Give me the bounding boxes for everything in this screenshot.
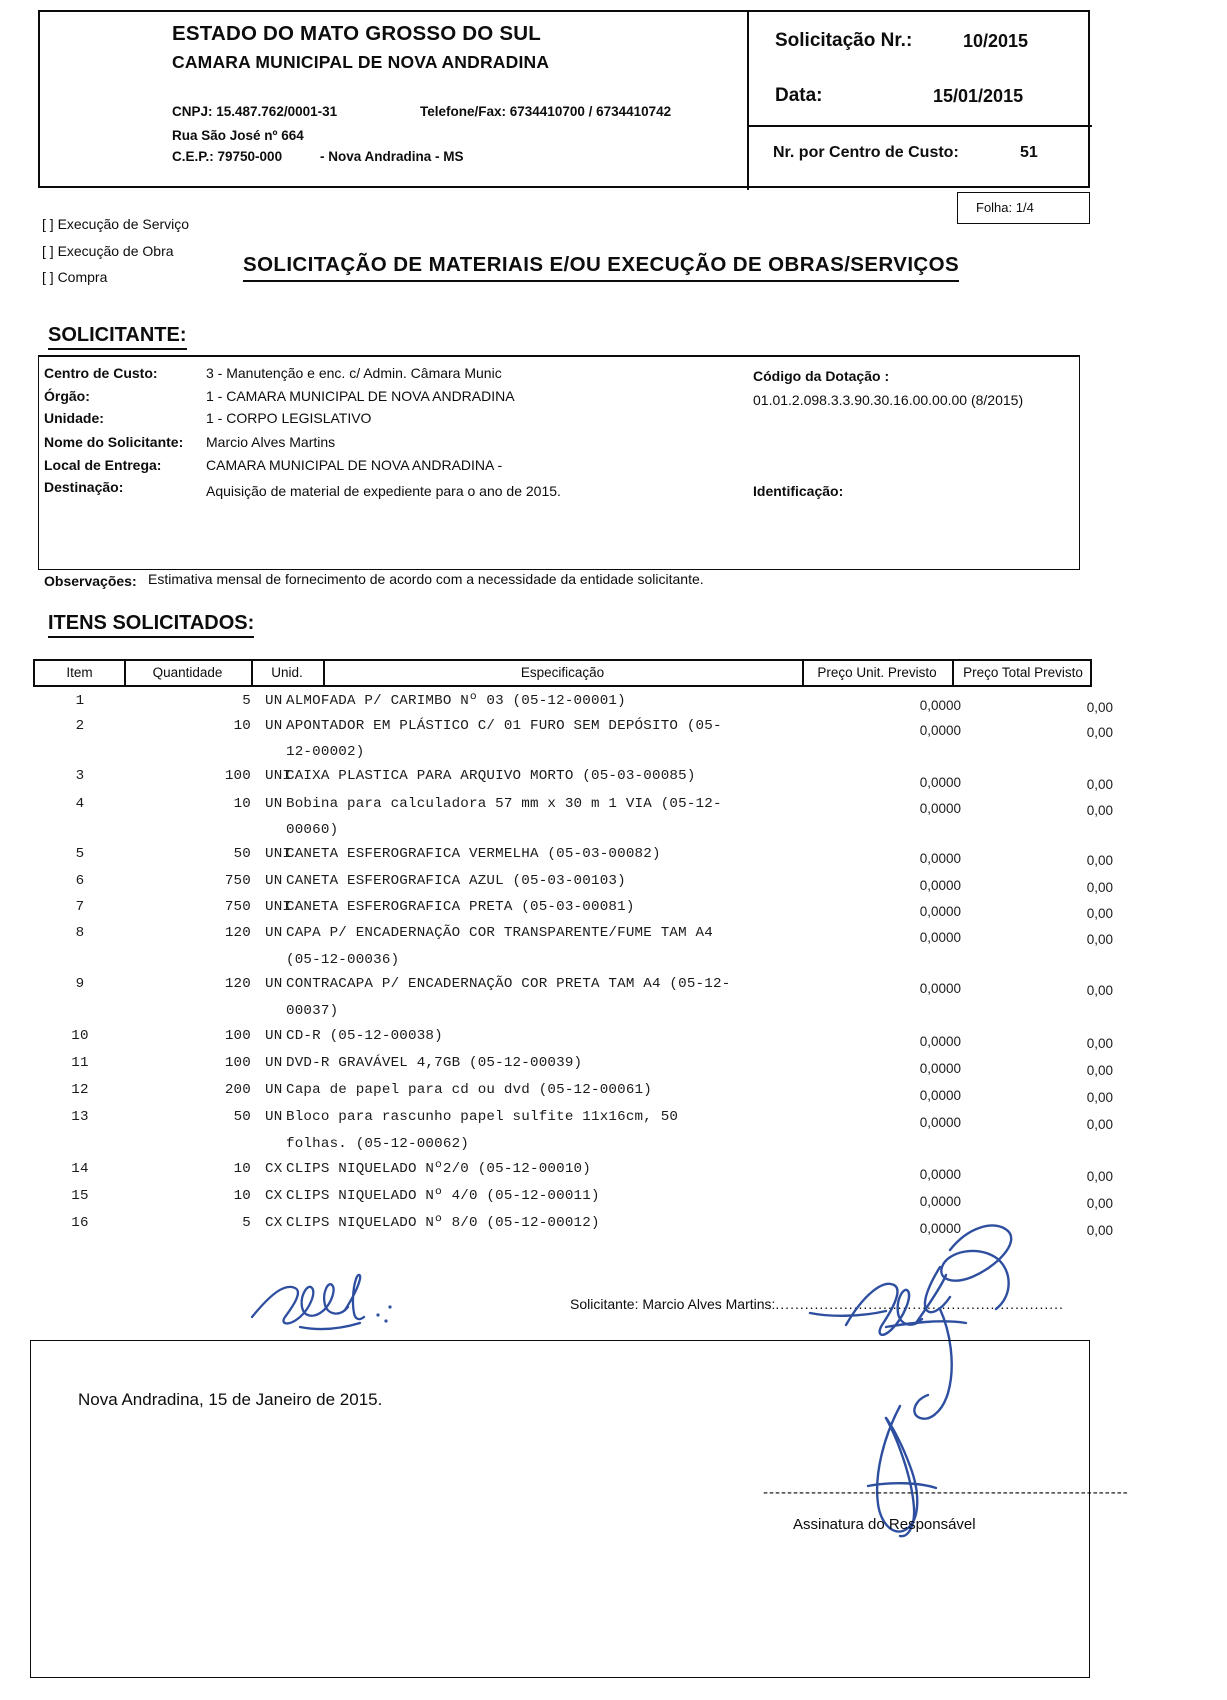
requester-name-label: Nome do Solicitante: (44, 434, 184, 450)
cell-unit-price: 0,0000 (919, 904, 961, 919)
solicitante-box (38, 355, 1080, 570)
responsible-signature-dashes: ------------------------------------------------------------- (763, 1484, 1129, 1501)
request-number-value: 10/2015 (963, 31, 1029, 51)
header-right-divider (747, 125, 1092, 127)
cell-item: 1 (75, 693, 85, 709)
state-name: ESTADO DO MATO GROSSO DO SUL (172, 22, 541, 45)
request-number-label: Solicitação Nr.: (775, 30, 913, 51)
table-row[interactable] (33, 718, 1113, 768)
cell-unit: CX (265, 1188, 283, 1204)
cell-specification: CAPA P/ ENCADERNAÇÃO COR TRANSPARENTE/FUME TAM A4 (286, 925, 713, 941)
table-row[interactable] (33, 1161, 1113, 1188)
cell-total-price: 0,00 (1086, 1090, 1113, 1105)
cost-center-number-value: 51 (1020, 144, 1038, 161)
table-row[interactable] (33, 846, 1113, 873)
checkbox-box: [ ] (42, 216, 54, 232)
cell-quantity: 5 (242, 1215, 251, 1231)
cell-specification: CD-R (05-12-00038) (286, 1028, 443, 1044)
table-row[interactable] (33, 873, 1113, 899)
column-header-specification: Especificação (520, 665, 605, 680)
cell-total-price: 0,00 (1086, 725, 1113, 740)
requester-name-value: Marcio Alves Martins (206, 434, 336, 450)
cell-unit: CX (265, 1161, 283, 1177)
cell-specification: CLIPS NIQUELADO Nº 8/0 (05-12-00012) (286, 1215, 600, 1231)
items-table-body (33, 693, 1113, 1242)
cell-quantity: 10 (233, 718, 251, 734)
cell-quantity: 50 (233, 846, 251, 862)
cell-item: 13 (71, 1109, 89, 1125)
cost-center-value: 3 - Manutenção e enc. c/ Admin. Câmara Munic (206, 365, 502, 381)
cell-specification-continued: 00060) (286, 822, 339, 838)
document-title: SOLICITAÇÃO DE MATERIAIS E/OU EXECUÇÃO DE OBRAS/SERVIÇOS (243, 253, 959, 282)
table-row[interactable] (33, 1109, 1113, 1161)
cell-quantity: 10 (233, 796, 251, 812)
checkbox-compra[interactable] (42, 269, 107, 285)
cell-unit: UN (265, 925, 283, 941)
cell-specification: Bloco para rascunho papel sulfite 11x16cm, 50 (286, 1109, 679, 1125)
footer-date: Nova Andradina, 15 de Janeiro de 2015. (78, 1390, 383, 1409)
delivery-place-label: Local de Entrega: (44, 457, 162, 473)
cell-total-price: 0,00 (1086, 932, 1113, 947)
checkbox-label: Compra (57, 269, 108, 285)
cell-unit-price: 0,0000 (919, 851, 961, 866)
cell-specification: CANETA ESFEROGRAFICA VERMELHA (05-03-00082) (286, 846, 661, 862)
checkbox-label: Execução de Obra (57, 243, 174, 259)
cell-quantity: 750 (224, 873, 251, 889)
cell-unit-price: 0,0000 (919, 698, 961, 713)
signature-ink-left (240, 1255, 440, 1350)
cell-total-price: 0,00 (1086, 1223, 1113, 1238)
cell-total-price: 0,00 (1086, 906, 1113, 921)
destination-value: Aquisição de material de expediente para o ano de 2015. (206, 483, 561, 499)
cell-total-price: 0,00 (1086, 853, 1113, 868)
checkbox-execucao-obra[interactable] (42, 243, 174, 259)
unit-label: Unidade: (44, 410, 104, 426)
cell-unit-price: 0,0000 (919, 723, 961, 738)
cell-unit: UN (265, 1055, 283, 1071)
column-header-total-price: Preço Total Previsto (963, 665, 1083, 680)
cell-specification: Capa de papel para cd ou dvd (05-12-00061) (286, 1082, 652, 1098)
cell-quantity: 120 (224, 976, 251, 992)
cell-quantity: 750 (224, 899, 251, 915)
cell-specification: CANETA ESFEROGRAFICA AZUL (05-03-00103) (286, 873, 626, 889)
cell-item: 5 (75, 846, 85, 862)
table-row[interactable] (33, 1082, 1113, 1109)
entity-name: CAMARA MUNICIPAL DE NOVA ANDRADINA (172, 52, 550, 72)
cell-unit: UNI (265, 768, 292, 784)
street-text: Rua São José nº 664 (172, 128, 304, 143)
cell-unit-price: 0,0000 (919, 1221, 961, 1236)
cell-total-price: 0,00 (1086, 1063, 1113, 1078)
items-table-header (33, 659, 1092, 687)
responsible-signature-label: Assinatura do Responsável (793, 1516, 976, 1533)
organ-label: Órgão: (44, 388, 90, 404)
cell-specification: DVD-R GRAVÁVEL 4,7GB (05-12-00039) (286, 1055, 583, 1071)
cost-center-label: Centro de Custo: (44, 365, 158, 381)
column-header-item: Item (66, 665, 93, 680)
cell-quantity: 200 (224, 1082, 251, 1098)
cell-unit-price: 0,0000 (919, 1061, 961, 1076)
cep-text: C.E.P.: 79750-000 (172, 149, 283, 164)
cell-unit: UN (265, 1109, 283, 1125)
table-row[interactable] (33, 693, 1113, 718)
cell-item: 9 (75, 976, 85, 992)
solicitante-section-title: SOLICITANTE: (48, 324, 187, 350)
cell-specification-continued: (05-12-00036) (286, 952, 400, 968)
cell-specification-continued: 00037) (286, 1003, 339, 1019)
dotacao-value: 01.01.2.098.3.3.90.30.16.00.00.00 (8/2015) (753, 392, 1024, 408)
cell-unit-price: 0,0000 (919, 801, 961, 816)
cell-total-price: 0,00 (1086, 1196, 1113, 1211)
cell-unit: CX (265, 1215, 283, 1231)
column-header-unit-price: Preço Unit. Previsto (817, 665, 937, 680)
cell-specification: ALMOFADA P/ CARIMBO Nº 03 (05-12-00001) (286, 693, 626, 709)
cell-total-price: 0,00 (1086, 1117, 1113, 1132)
date-label: Data: (775, 85, 823, 106)
cell-item: 4 (75, 796, 85, 812)
cell-item: 7 (75, 899, 85, 915)
cell-specification-continued: 12-00002) (286, 744, 365, 760)
cell-item: 6 (75, 873, 85, 889)
table-row[interactable] (33, 899, 1113, 925)
table-row[interactable] (33, 796, 1113, 846)
cell-unit-price: 0,0000 (919, 1167, 961, 1182)
cell-unit-price: 0,0000 (919, 878, 961, 893)
cell-specification: APONTADOR EM PLÁSTICO C/ 01 FURO SEM DEPÓSITO (05- (286, 718, 722, 734)
items-section-title: ITENS SOLICITADOS: (48, 612, 254, 638)
cell-quantity: 50 (233, 1109, 251, 1125)
cell-item: 2 (75, 718, 85, 734)
cell-unit: UNI (265, 846, 292, 862)
cell-specification: CLIPS NIQUELADO Nº2/0 (05-12-00010) (286, 1161, 591, 1177)
cell-unit: UN (265, 873, 283, 889)
cell-item: 14 (71, 1161, 89, 1177)
cell-unit-price: 0,0000 (919, 1034, 961, 1049)
cell-item: 11 (71, 1055, 89, 1071)
cell-item: 16 (71, 1215, 89, 1231)
cell-unit-price: 0,0000 (919, 981, 961, 996)
cell-unit-price: 0,0000 (919, 1088, 961, 1103)
page-number-box (957, 192, 1090, 224)
cell-total-price: 0,00 (1086, 1036, 1113, 1051)
table-row[interactable] (33, 976, 1113, 1028)
cell-unit: UNI (265, 899, 292, 915)
cnpj-text: CNPJ: 15.487.762/0001-31 (172, 104, 338, 119)
table-row[interactable] (33, 1215, 1113, 1242)
header-vertical-divider (747, 12, 749, 190)
cell-item: 10 (71, 1028, 89, 1044)
cell-total-price: 0,00 (1086, 777, 1113, 792)
cell-specification: CAIXA PLASTICA PARA ARQUIVO MORTO (05-03-00085) (286, 768, 696, 784)
cell-quantity: 10 (233, 1188, 251, 1204)
cell-unit: UN (265, 693, 283, 709)
cell-unit: UN (265, 976, 283, 992)
city-text: - Nova Andradina - MS (320, 149, 464, 164)
table-row[interactable] (33, 1055, 1113, 1082)
cell-quantity: 10 (233, 1161, 251, 1177)
page-number-text: Folha: 1/4 (976, 200, 1034, 215)
cell-total-price: 0,00 (1086, 803, 1113, 818)
phone-text: Telefone/Fax: 6734410700 / 6734410742 (420, 104, 672, 119)
dotacao-label: Código da Dotação : (753, 368, 890, 384)
checkbox-box: [ ] (42, 269, 54, 285)
cell-unit: UN (265, 796, 283, 812)
cell-total-price: 0,00 (1086, 880, 1113, 895)
cell-specification: CANETA ESFEROGRAFICA PRETA (05-03-00081) (286, 899, 635, 915)
delivery-place-value: CAMARA MUNICIPAL DE NOVA ANDRADINA - (206, 457, 503, 473)
destination-label: Destinação: (44, 479, 124, 495)
checkbox-execucao-servico[interactable] (42, 216, 189, 232)
cell-unit-price: 0,0000 (919, 775, 961, 790)
cell-total-price: 0,00 (1086, 983, 1113, 998)
checkbox-box: [ ] (42, 243, 54, 259)
cell-unit: UN (265, 1028, 283, 1044)
observations-value: Estimativa mensal de fornecimento de acordo com a necessidade da entidade solicitante. (148, 571, 704, 587)
cell-specification: Bobina para calculadora 57 mm x 30 m 1 VIA (05-12- (286, 796, 722, 812)
cell-unit: UN (265, 718, 283, 734)
cell-specification: CONTRACAPA P/ ENCADERNAÇÃO COR PRETA TAM A4 (05-12- (286, 976, 731, 992)
cell-item: 8 (75, 925, 85, 941)
cell-item: 12 (71, 1082, 89, 1098)
table-row[interactable] (33, 768, 1113, 796)
cell-unit-price: 0,0000 (919, 930, 961, 945)
cell-unit: UN (265, 1082, 283, 1098)
cell-total-price: 0,00 (1086, 1169, 1113, 1184)
cell-quantity: 5 (242, 693, 251, 709)
column-header-unit: Unid. (271, 665, 303, 680)
cell-unit-price: 0,0000 (919, 1115, 961, 1130)
organ-value: 1 - CAMARA MUNICIPAL DE NOVA ANDRADINA (206, 388, 515, 404)
column-header-quantity: Quantidade (152, 665, 223, 680)
requester-signature-line (570, 1296, 1064, 1312)
observations-label: Observações: (44, 573, 137, 589)
cell-quantity: 120 (224, 925, 251, 941)
table-row[interactable] (33, 1028, 1113, 1055)
requester-signature-label: Solicitante: Marcio Alves Martins: (570, 1296, 776, 1312)
cell-quantity: 100 (224, 1028, 251, 1044)
table-row[interactable] (33, 925, 1113, 976)
cost-center-number-label: Nr. por Centro de Custo: (773, 144, 959, 161)
cell-quantity: 100 (224, 1055, 251, 1071)
cell-item: 3 (75, 768, 85, 784)
cell-item: 15 (71, 1188, 89, 1204)
date-value: 15/01/2015 (933, 86, 1024, 106)
cell-specification: CLIPS NIQUELADO Nº 4/0 (05-12-00011) (286, 1188, 600, 1204)
cell-quantity: 100 (224, 768, 251, 784)
unit-value: 1 - CORPO LEGISLATIVO (206, 410, 372, 426)
cell-specification-continued: folhas. (05-12-00062) (286, 1136, 469, 1152)
table-row[interactable] (33, 1188, 1113, 1215)
cell-total-price: 0,00 (1086, 700, 1113, 715)
identificacao-label: Identificação: (753, 483, 844, 499)
checkbox-label: Execução de Serviço (57, 216, 190, 232)
items-table (33, 659, 1113, 1242)
cell-unit-price: 0,0000 (919, 1194, 961, 1209)
signature-dots: ........................................................... (775, 1296, 1064, 1312)
